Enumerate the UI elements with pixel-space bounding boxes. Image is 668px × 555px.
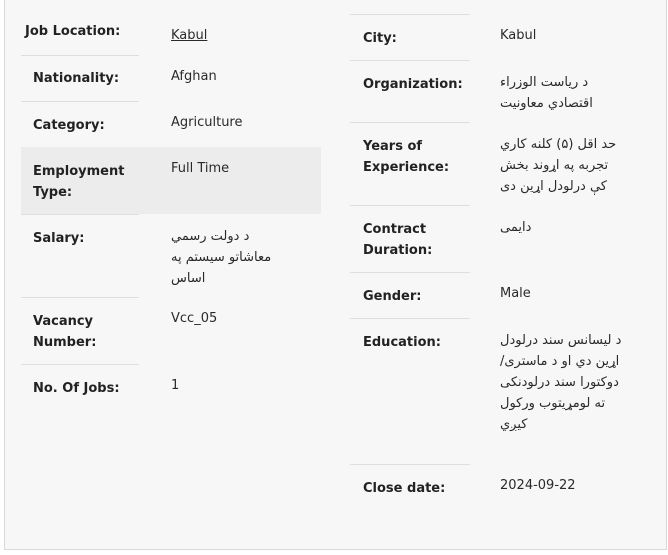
gender-label: Gender: (363, 289, 422, 304)
category-value: Agriculture (171, 115, 243, 130)
job-location-label: Job Location: (25, 24, 121, 39)
no-of-jobs-value: 1 (171, 378, 180, 393)
divider (350, 122, 470, 123)
city-label: City: (363, 31, 397, 46)
education-value: د لیسانس سند درلودل اړین دي او د ماستری/دوکتورا سند درلودنکی ته لومړیتوب ورکول کیږي (500, 333, 622, 432)
years-of-experience-value: حد اقل (۵) کلنه کاري تجربه په اړوند بخش کې درلودل اړین دی (500, 137, 617, 194)
close-date-value: 2024-09-22 (500, 478, 576, 493)
divider (350, 272, 470, 273)
city-value: Kabul (500, 28, 537, 43)
divider (350, 14, 470, 15)
vacancy-number-label: Vacancy Number: (33, 314, 97, 350)
divider (350, 464, 470, 465)
job-location-link[interactable]: Kabul (171, 28, 208, 43)
divider (21, 55, 139, 56)
vacancy-number-value: Vcc_05 (171, 311, 218, 326)
organization-value: د ریاست الوزراء اقتصادي معاونیت (500, 75, 593, 111)
contract-duration-label: Contract Duration: (363, 222, 433, 258)
close-date-label: Close date: (363, 481, 446, 496)
nationality-label: Nationality: (33, 71, 120, 86)
divider (21, 101, 139, 102)
divider (21, 364, 139, 365)
salary-label: Salary: (33, 231, 85, 246)
years-of-experience-label: Years of Experience: (363, 139, 450, 175)
employment-type-value: Full Time (171, 161, 230, 176)
salary-value: د دولت رسمي معاشاتو سیستم په اساس (171, 229, 272, 286)
divider (350, 205, 470, 206)
category-label: Category: (33, 118, 105, 133)
nationality-value: Afghan (171, 69, 217, 84)
organization-label: Organization: (363, 77, 463, 92)
divider (21, 297, 139, 298)
education-label: Education: (363, 335, 441, 350)
no-of-jobs-label: No. Of Jobs: (33, 381, 120, 396)
divider (350, 60, 470, 61)
job-details-panel (4, 0, 667, 550)
contract-duration-value: دایمی (500, 220, 532, 235)
gender-value: Male (500, 286, 531, 301)
employment-type-label: Employment Type: (33, 164, 125, 200)
divider (350, 318, 470, 319)
divider (21, 214, 139, 215)
